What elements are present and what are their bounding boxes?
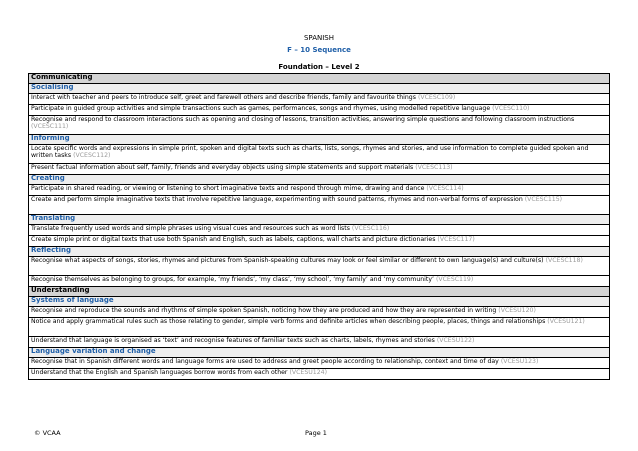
content-description-row xyxy=(29,225,610,236)
content-description-cell xyxy=(29,276,610,287)
sub-strand-row xyxy=(29,247,610,257)
sub-strand-heading: Socialising xyxy=(29,84,610,94)
content-description-cell xyxy=(29,116,610,135)
content-description-cell xyxy=(29,318,610,337)
curriculum-table-body xyxy=(29,74,610,380)
strand-heading: Understanding xyxy=(29,287,610,297)
content-code: (VCESC110) xyxy=(492,105,530,112)
document-subject: SPANISH xyxy=(303,34,334,42)
sub-strand-heading: Informing xyxy=(29,135,610,145)
level-title: Foundation – Level 2 xyxy=(278,63,360,71)
content-description-row xyxy=(29,145,610,164)
footer-copyright: © VCAA xyxy=(34,429,61,437)
content-description-cell xyxy=(29,358,610,369)
content-description-text: Recognise themselves as belonging to groups, for example, ‘my friends’, ‘my class’, ‘my school’, ‘my family’ and ‘my community’ xyxy=(31,276,434,283)
content-description-cell xyxy=(29,307,610,318)
content-description-row xyxy=(29,164,610,175)
content-description-text: Notice and apply grammatical rules such as those relating to gender, simple verb forms and definite articles when describing people, places, things and relationships xyxy=(31,318,546,325)
content-description-cell xyxy=(29,337,610,348)
content-description-text: Create simple print or digital texts that use both Spanish and English, such as labels, captions, wall charts and picture dictionaries xyxy=(31,236,436,243)
content-code: (VCESC116) xyxy=(351,225,390,232)
content-description-text: Locate specific words and expressions in simple print, spoken and digital texts such as charts, lists, songs, rhymes and stories, and use information to complete guided spoken and written tasks xyxy=(31,145,589,160)
content-description-text: Interact with teacher and peers to introduce self, greet and farewell others and describe friends, family and favourite things xyxy=(31,94,416,101)
content-code: (VCESU120) xyxy=(498,307,536,314)
content-description-cell xyxy=(29,196,610,215)
sub-strand-heading: Reflecting xyxy=(29,247,610,257)
content-description-row xyxy=(29,257,610,276)
content-description-row xyxy=(29,276,610,287)
content-description-cell xyxy=(29,145,610,164)
sequence-title: F – 10 Sequence xyxy=(287,46,351,54)
content-description-text: Recognise what aspects of songs, stories, rhymes and pictures from Spanish-speaking cultures may look or feel similar or different to own language(s) and culture(s) xyxy=(31,257,544,264)
content-description-cell xyxy=(29,185,610,196)
content-description-row xyxy=(29,337,610,348)
content-description-text: Recognise that in Spanish different words and language forms are used to address and greet people according to relationship, context and time of day xyxy=(31,358,499,365)
content-description-cell xyxy=(29,236,610,247)
content-description-text: Participate in shared reading, or viewing or listening to short imaginative texts and respond through mime, drawing and dance xyxy=(31,185,425,192)
content-description-cell xyxy=(29,94,610,105)
content-description-cell xyxy=(29,105,610,116)
content-description-text: Participate in guided group activities and simple transactions such as games, performances, songs and rhymes, using modelled repetitive language xyxy=(31,105,491,112)
content-description-text: Recognise and reproduce the sounds and rhythms of simple spoken Spanish, noticing how they are produced and how they are represented in writing xyxy=(31,307,497,314)
content-code: (VCESC115) xyxy=(524,196,563,203)
content-code: (VCESC113) xyxy=(415,164,453,171)
footer-page-number: Page 1 xyxy=(305,429,327,437)
sub-strand-row xyxy=(29,135,610,145)
content-code: (VCESU121) xyxy=(547,318,585,325)
sub-strand-row xyxy=(29,84,610,94)
strand-row xyxy=(29,74,610,84)
content-description-row xyxy=(29,94,610,105)
content-code: (VCESC112) xyxy=(73,152,111,160)
content-description-text: Present factual information about self, family, friends and everyday objects using simple statements and support materials xyxy=(31,164,414,171)
sub-strand-heading: Translating xyxy=(29,215,610,225)
content-description-cell xyxy=(29,257,610,276)
content-description-text: Create and perform simple imaginative texts that involve repetitive language, experimenting with sound patterns, rhymes and non-verbal forms of expression xyxy=(31,196,523,203)
content-code: (VCESC109) xyxy=(417,94,456,101)
content-description-row xyxy=(29,369,610,380)
content-description-row xyxy=(29,358,610,369)
content-description-row xyxy=(29,318,610,337)
content-code: (VCESC118) xyxy=(545,257,583,264)
content-description-cell xyxy=(29,225,610,236)
content-code: (VCESC119) xyxy=(435,276,474,283)
content-code: (VCESC117) xyxy=(437,236,475,243)
sub-strand-heading: Systems of language xyxy=(29,297,610,307)
sub-strand-row xyxy=(29,215,610,225)
content-description-cell xyxy=(29,164,610,175)
content-code: (VCESC111) xyxy=(31,123,69,131)
content-description-row xyxy=(29,196,610,215)
sub-strand-heading: Language variation and change xyxy=(29,348,610,358)
content-description-text: Translate frequently used words and simple phrases using visual cues and resources such as word lists xyxy=(31,225,350,232)
curriculum-table xyxy=(28,73,610,380)
strand-row xyxy=(29,287,610,297)
content-code: (VCESU123) xyxy=(500,358,539,365)
content-description-row xyxy=(29,307,610,318)
sub-strand-row xyxy=(29,348,610,358)
content-description-cell xyxy=(29,369,610,380)
content-description-row xyxy=(29,236,610,247)
content-code: (VCESU122) xyxy=(436,337,475,344)
content-description-text: Recognise and respond to classroom interactions such as opening and closing of lessons, transition activities, answering simple questions and following classroom instructions xyxy=(31,116,575,123)
content-description-text: Understand that language is organised as ‘text’ and recognise features of familiar texts such as charts, labels, rhymes and stories xyxy=(31,337,435,344)
content-code: (VCESC114) xyxy=(426,185,464,192)
content-description-text: Understand that the English and Spanish languages borrow words from each other xyxy=(31,369,288,376)
content-description-row xyxy=(29,116,610,135)
content-code: (VCESU124) xyxy=(289,369,327,376)
sub-strand-heading: Creating xyxy=(29,175,610,185)
content-description-row xyxy=(29,105,610,116)
strand-heading: Communicating xyxy=(29,74,610,84)
content-description-row xyxy=(29,185,610,196)
sub-strand-row xyxy=(29,175,610,185)
sub-strand-row xyxy=(29,297,610,307)
